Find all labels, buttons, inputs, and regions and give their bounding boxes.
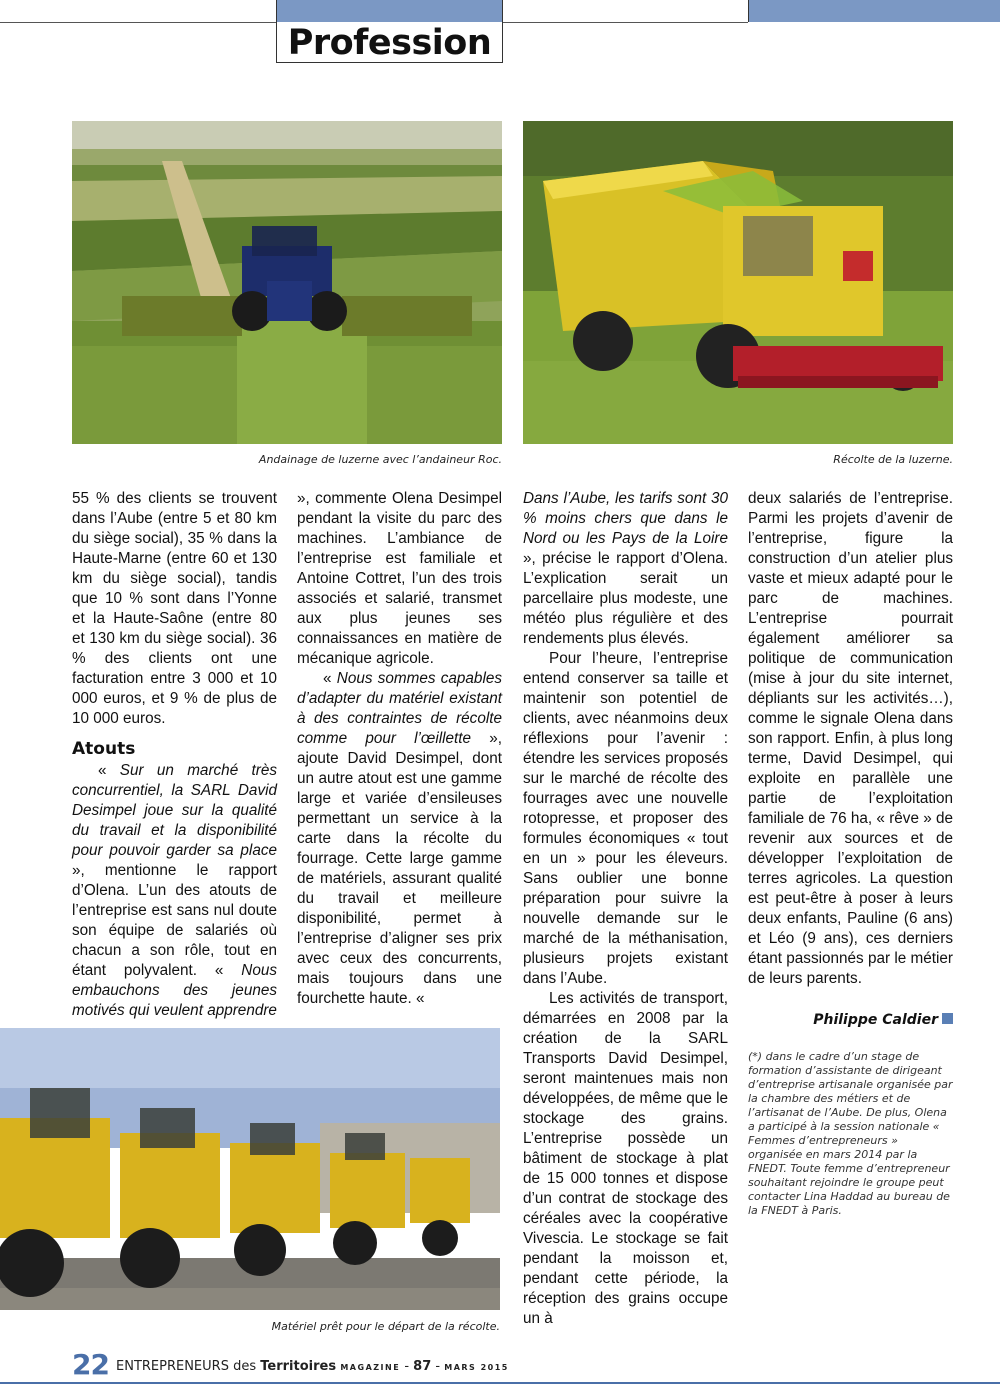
- section-title-box: [276, 22, 503, 63]
- header-bar-accent: [276, 0, 503, 22]
- quote-adaptation: Nous sommes capables d’adapter du matériel existant à des contraintes de récolte comme pour l’œillette: [297, 670, 502, 747]
- page-number: 22: [72, 1348, 109, 1381]
- issue-number: 87: [413, 1359, 432, 1374]
- paragraph-tarifs: [523, 489, 728, 649]
- magazine-name-part-2: des: [228, 1359, 261, 1374]
- magazine-info: [116, 1359, 509, 1374]
- article-column-4: [748, 489, 953, 989]
- caption-top-left: Andainage de luzerne avec l’andaineur Roc.: [258, 453, 502, 466]
- paragraph-adaptation: [297, 669, 502, 1009]
- paragraph-future: Pour l’heure, l’entreprise entend conserver sa taille et maintenir son potentiel de clients, avec néanmoins deux réflexions pour l’avenir : étendre les services proposés sur le marché de récolte des fourrages avec une nouvelle rotopresse, et proposer des formules économiques « tout en un » pour les éleveurs. Sans oublier une bonne préparation pour suivre la nouvelle demande sur le marché de la méthanisation, plusieurs projets existant dans l’Aube.: [523, 650, 728, 987]
- article-column-3: [523, 489, 728, 1329]
- caption-bottom-left: Matériel prêt pour le départ de la récolte.: [271, 1320, 500, 1333]
- paragraph-adaptation-text: », ajoute David Desimpel, dont un autre atout est une gamme large et variée d’ensileuses permettant un service à la carte dans la récolte du fourrage. Cette large gamme de matériels, assurant qualité du travail et meilleure disponibilité, permet à l’entreprise d’aligner ses prix avec ceux des concurrents, mais toujours dans une fourchette haute. «: [297, 730, 502, 1007]
- quote-open: «: [323, 670, 337, 687]
- photo-tractor-windrowing-image: [72, 121, 502, 444]
- paragraph-projects: deux salariés de l’entreprise. Parmi les projets d’avenir de l’entreprise, figure la construction d’un atelier plus vaste et mieux adapté pour le parc de machines. L’entreprise pourrait également améliorer sa politique de communication (mise à jour du site internet, dépliants sur les activités…), comme le signale Olena dans son rapport. Enfin, à plus long terme, David Desimpel, qui exploite en parallèle une partie de l’exploitation familiale de 76 ha, « rêve » de revenir aux sources et de développer l’exploitation de terres agricoles. La question est peut-être à poser à leurs deux enfants, Pauline (6 ans) et Léo (9 ans), ces derniers étant passionnés par le métier de leurs parents.: [748, 490, 953, 987]
- header-bar-left: [0, 0, 276, 23]
- section-title: Profession: [287, 23, 492, 63]
- paragraph-transport: Les activités de transport, démarrées en 2008 par la création de la SARL Transports David Desimpel, seront maintenues mais non développées, de même que le stockage des grains. L’entreprise possède un bâtiment de stockage à plat de 15 000 tonnes et dispose d’un contrat de stockage des céréales avec la coopérative Vivescia. Le stockage se fait pendant la moisson et, pendant cette période, la réception des grains occupe un à: [523, 990, 728, 1327]
- issue-date: MARS 2015: [444, 1363, 509, 1372]
- quote-open: «: [98, 762, 120, 779]
- quote-hiring: Nous embauchons des jeunes motivés qui veulent apprendre: [72, 962, 277, 1019]
- magazine-name-part-3: Territoires: [260, 1359, 337, 1374]
- header-bar-accent-right: [748, 0, 1000, 22]
- photo-harvester-lucerne-image: [523, 121, 953, 444]
- caption-top-right: Récolte de la luzerne.: [833, 453, 953, 466]
- paragraph-atouts: [72, 761, 277, 1021]
- footer-separator: -: [431, 1359, 445, 1374]
- magazine-suffix: MAGAZINE: [336, 1363, 401, 1372]
- article-column-2: [297, 489, 502, 1009]
- heading-atouts: Atouts: [72, 739, 136, 759]
- footnote: (*) dans le cadre d’un stage de formation d’assistante de dirigeant d’entreprise artisanale organisée par la chambre des métiers et de l’artisanat de l’Aube. De plus, Olena a participé à la session nationale « Femmes d’entrepreneurs » organisée en mars 2014 par la FNEDT. Toute femme d’entrepreneur souhaitant rejoindre le groupe peut contacter Lina Haddad au bureau de la FNEDT à Paris.: [748, 1050, 953, 1217]
- magazine-name-part-1: ENTREPRENEURS: [116, 1359, 229, 1374]
- quote-tarifs: Dans l’Aube, les tarifs sont 30 % moins chers que dans le Nord ou les Pays de la Loire: [523, 490, 728, 547]
- page-footer: [72, 1350, 952, 1380]
- paragraph-ambiance: », commente Olena Desimpel pendant la visite du parc des machines. L’ambiance de l’entreprise est familiale et Antoine Cottret, l’un des trois associés et salarié, transmet aux plus jeunes ses connaissances en matière de mécanique agricole.: [297, 490, 502, 667]
- photo-harvester-lucerne: [523, 121, 953, 444]
- author-signature: [748, 1012, 953, 1028]
- author-name: Philippe Caldier: [813, 1012, 938, 1028]
- footer-separator: -: [400, 1359, 414, 1374]
- paragraph-tarifs-text: », précise le rapport d’Olena. L’explication serait un parcellaire plus modeste, une météo plus régulière et des rendements plus élevés.: [523, 550, 728, 647]
- paragraph-atouts-text: », mentionne le rapport d’Olena. L’un des atouts de l’entreprise est sans nul doute son équipe de salariés où chacun a son rôle, tout en étant polyvalent. «: [72, 862, 277, 979]
- header-bar-middle: [501, 0, 748, 23]
- photo-harvesters-fleet-image: [0, 1028, 500, 1310]
- quote-market: Sur un marché très concurrentiel, la SARL David Desimpel joue sur la qualité du travail et la disponibilité pour pouvoir garder sa place: [72, 762, 277, 859]
- photo-tractor-windrowing: [72, 121, 502, 444]
- end-mark-square: [942, 1013, 953, 1024]
- article-column-1: [72, 489, 277, 1021]
- footer-rule: [0, 1382, 1000, 1384]
- photo-harvesters-fleet: [0, 1028, 500, 1310]
- paragraph-client-distribution: 55 % des clients se trouvent dans l’Aube (entre 5 et 80 km du siège social), 35 % dans la Haute-Marne (entre 60 et 130 km du siège social), tandis que 10 % sont dans l’Yonne et la Haute-Saône (entre 80 et 130 km du siège social). 36 % des clients ont une facturation entre 3 000 et 10 000 euros, et 9 % de plus de 10 000 euros.: [72, 490, 277, 727]
